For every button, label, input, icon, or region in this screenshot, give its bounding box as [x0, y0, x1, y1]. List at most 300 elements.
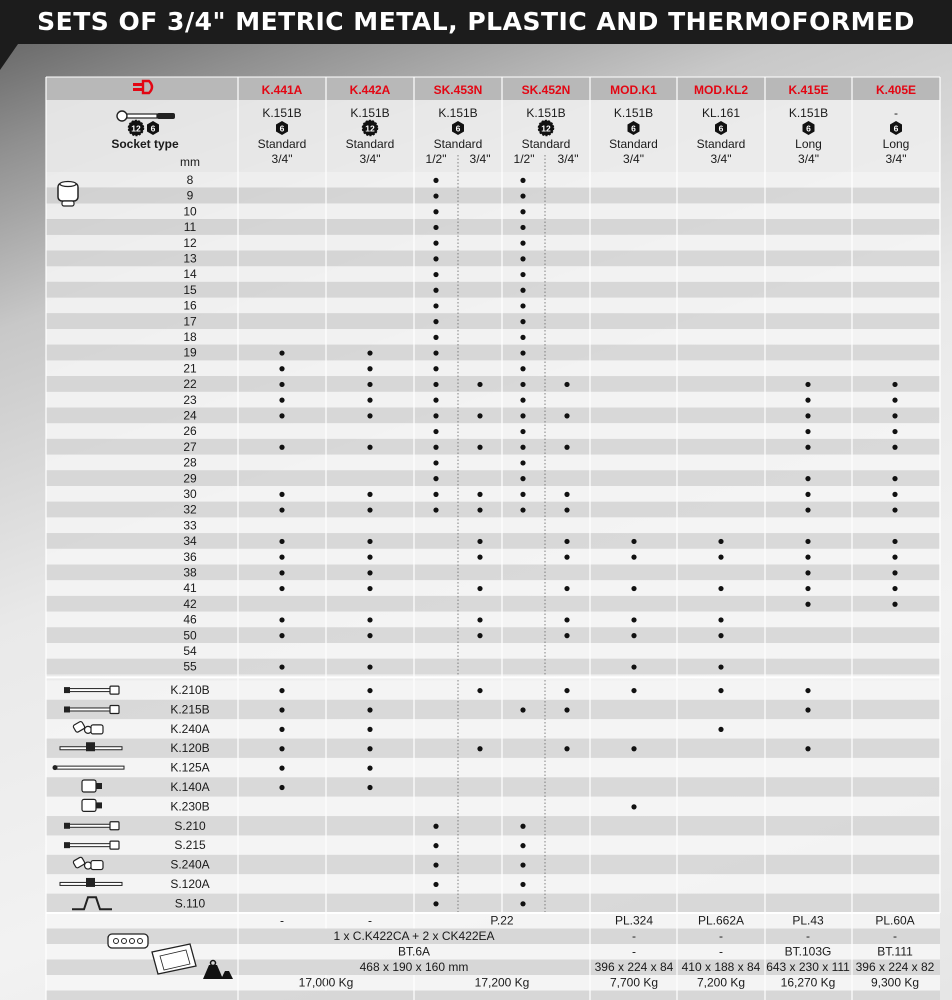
included-dot [367, 492, 372, 497]
included-dot [433, 256, 438, 261]
included-dot [892, 602, 897, 607]
included-dot [520, 413, 525, 418]
included-dot [520, 193, 525, 198]
included-dot [279, 664, 284, 669]
included-dot [279, 746, 284, 751]
included-dot [520, 843, 525, 848]
drive-size: 3/4" [359, 152, 381, 166]
included-dot [367, 398, 372, 403]
drive-badge-label: 6 [455, 123, 461, 134]
accessory-label: K.240A [170, 721, 210, 736]
included-dot [805, 539, 810, 544]
included-dot [367, 445, 372, 450]
included-dot [433, 350, 438, 355]
included-dot [279, 785, 284, 790]
included-dot [805, 413, 810, 418]
table-row [46, 643, 940, 659]
included-dot [279, 445, 284, 450]
included-dot [631, 804, 636, 809]
included-dot [520, 335, 525, 340]
socket-size-label: 46 [183, 612, 197, 627]
dimensions-label: 396 x 224 x 82 [855, 960, 935, 974]
included-dot [433, 460, 438, 465]
drive-badge-label: 6 [279, 123, 285, 134]
table-row [46, 266, 940, 282]
set-ratchet: K.151B [350, 106, 390, 120]
included-dot [279, 586, 284, 591]
included-dot [367, 688, 372, 693]
socket-size-label: 9 [186, 188, 194, 203]
included-dot [520, 507, 525, 512]
drive-badge-icon [363, 121, 378, 136]
included-dot [718, 586, 723, 591]
set-name: K.442A [349, 83, 391, 97]
table-row [46, 612, 940, 628]
socket-size-label: 17 [183, 314, 197, 329]
included-dot [564, 586, 569, 591]
insert-tray-label: PL.324 [614, 913, 654, 928]
included-dot [433, 335, 438, 340]
included-dot [520, 382, 525, 387]
included-dot [520, 398, 525, 403]
included-dot [520, 178, 525, 183]
table-row [46, 455, 940, 471]
drive-badge-label: 6 [631, 123, 636, 134]
included-dot [433, 882, 438, 887]
included-dot [367, 570, 372, 575]
included-dot [477, 492, 482, 497]
drive-size: 3/4" [798, 152, 819, 166]
included-dot [433, 476, 438, 481]
table-row [46, 251, 940, 267]
drive-badge-label: 6 [893, 123, 899, 134]
included-dot [433, 382, 438, 387]
included-dot [367, 727, 372, 732]
included-dot [477, 586, 482, 591]
socket-size-label: 13 [183, 251, 197, 266]
included-dot [892, 476, 897, 481]
accessory-label: S.240A [170, 857, 210, 872]
included-dot [718, 633, 723, 638]
table-row [46, 627, 940, 643]
included-dot [564, 382, 569, 387]
included-dot [805, 382, 810, 387]
included-dot [520, 256, 525, 261]
socket-size-label: 54 [183, 644, 197, 658]
table-row [46, 360, 940, 376]
socket-type: Standard [345, 137, 395, 151]
set-ratchet: K.151B [262, 106, 302, 120]
socket-type: Long [795, 137, 822, 151]
included-dot [564, 707, 569, 712]
socket-size-label: 32 [183, 502, 197, 517]
included-dot [805, 586, 810, 591]
table-row [46, 188, 940, 204]
included-dot [520, 366, 525, 371]
page-title: SETS OF 3/4" METRIC METAL, PLASTIC AND THERMOFORMED [37, 7, 915, 36]
included-dot [520, 476, 525, 481]
case-label: - [893, 929, 897, 943]
included-dot [520, 901, 525, 906]
included-dot [279, 413, 284, 418]
included-dot [631, 746, 636, 751]
socket-size-label: 33 [183, 518, 197, 533]
box-label: BT.103G [784, 944, 832, 959]
socket-size-label: 34 [183, 534, 197, 549]
drive-size: 3/4" [557, 152, 579, 166]
set-ratchet: KL.161 [701, 106, 741, 120]
socket-size-label: 36 [183, 549, 197, 564]
dimensions-label: 410 x 188 x 84 [681, 960, 761, 974]
set-ratchet: K.151B [613, 106, 654, 120]
included-dot [631, 664, 636, 669]
included-dot [433, 429, 438, 434]
table-row [46, 659, 940, 675]
socket-size-label: 10 [183, 204, 197, 219]
included-dot [564, 688, 569, 693]
included-dot [520, 288, 525, 293]
drive-badge-label: 6 [150, 123, 156, 134]
socket-size-label: 30 [183, 487, 197, 501]
socket-size-label: 11 [183, 220, 197, 235]
insert-tray-label: - [368, 913, 372, 928]
set-name: MOD.K1 [610, 83, 657, 97]
included-dot [433, 288, 438, 293]
weight-label: 17,000 Kg [298, 975, 354, 990]
included-dot [564, 617, 569, 622]
table-row [46, 329, 940, 345]
included-dot [631, 633, 636, 638]
table-row [46, 298, 940, 314]
included-dot [367, 664, 372, 669]
accessory-label: K.230B [170, 799, 210, 814]
socket-type: Long [882, 137, 910, 151]
socket-size-label: 29 [183, 471, 197, 486]
included-dot [805, 492, 810, 497]
included-dot [520, 319, 525, 324]
included-dot [433, 225, 438, 230]
included-dot [631, 688, 636, 693]
set-name: SK.453N [433, 83, 483, 97]
set-ratchet: K.151B [526, 106, 566, 120]
included-dot [279, 766, 284, 771]
included-dot [520, 862, 525, 867]
set-ratchet: K.151B [438, 106, 478, 120]
included-dot [892, 555, 897, 560]
drive-size: 3/4" [271, 152, 293, 166]
included-dot [279, 570, 284, 575]
included-dot [279, 350, 284, 355]
insert-tray-label: PL.60A [875, 913, 915, 928]
table-row [46, 203, 940, 219]
included-dot [367, 413, 372, 418]
included-dot [477, 555, 482, 560]
weight-label: 9,300 Kg [870, 975, 920, 990]
included-dot [520, 707, 525, 712]
accessory-label: K.120B [170, 741, 210, 756]
socket-size-label: 19 [183, 345, 197, 360]
included-dot [718, 688, 723, 693]
accessory-label: K.215B [170, 702, 210, 717]
included-dot [564, 555, 569, 560]
case-label: - [719, 929, 723, 943]
included-dot [805, 507, 810, 512]
set-name: K.415E [788, 83, 829, 97]
drive-badge-icon [539, 121, 554, 136]
dimensions-label: 396 x 224 x 84 [594, 960, 674, 974]
included-dot [631, 617, 636, 622]
included-dot [433, 178, 438, 183]
included-dot [520, 303, 525, 308]
included-dot [520, 209, 525, 214]
included-dot [279, 492, 284, 497]
set-name: K.441A [261, 83, 303, 97]
socket-size-label: 12 [183, 235, 197, 250]
included-dot [367, 586, 372, 591]
included-dot [367, 785, 372, 790]
included-dot [892, 413, 897, 418]
weight-label: 16,270 Kg [780, 975, 836, 990]
included-dot [805, 476, 810, 481]
included-dot [477, 382, 482, 387]
accessory-label: S.120A [170, 876, 210, 891]
included-dot [892, 382, 897, 387]
included-dot [892, 570, 897, 575]
included-dot [279, 398, 284, 403]
included-dot [892, 445, 897, 450]
included-dot [477, 445, 482, 450]
box-label: BT.111 [877, 944, 913, 959]
included-dot [718, 617, 723, 622]
socket-size-label: 41 [183, 581, 197, 596]
socket-type: Standard [257, 137, 307, 151]
box-label: BT.6A [397, 944, 431, 959]
socket-size-label: 14 [183, 267, 197, 282]
socket-size-label: 21 [183, 361, 197, 376]
included-dot [367, 633, 372, 638]
table-row [46, 517, 940, 533]
included-dot [718, 727, 723, 732]
included-dot [279, 727, 284, 732]
set-name: SK.452N [521, 83, 571, 97]
socket-size-label: 18 [183, 330, 197, 344]
included-dot [433, 303, 438, 308]
included-dot [477, 688, 482, 693]
weight-label: 7,700 Kg [609, 975, 659, 990]
included-dot [433, 398, 438, 403]
socket-size-label: 27 [183, 439, 197, 454]
included-dot [520, 241, 525, 246]
included-dot [805, 570, 810, 575]
weight-label: 7,200 Kg [696, 975, 746, 990]
included-dot [564, 746, 569, 751]
case-label: 1 x C.K422CA + 2 x CK422EA [333, 929, 495, 943]
included-dot [433, 193, 438, 198]
accessory-label: K.140A [170, 780, 210, 795]
set-ratchet: - [894, 106, 898, 120]
included-dot [279, 617, 284, 622]
drive-badge-label: 12 [365, 123, 375, 134]
included-dot [520, 429, 525, 434]
insert-tray-label: PL.662A [697, 913, 745, 928]
socket-size-label: 23 [183, 392, 197, 407]
included-dot [433, 272, 438, 277]
socket-size-label: 38 [183, 565, 197, 580]
included-dot [564, 633, 569, 638]
included-dot [631, 539, 636, 544]
included-dot [433, 492, 438, 497]
case-label: - [806, 929, 810, 943]
included-dot [433, 209, 438, 214]
included-dot [520, 445, 525, 450]
socket-size-label: 26 [183, 424, 197, 439]
table-row [46, 345, 940, 361]
drive-badge-label: 12 [541, 123, 551, 134]
included-dot [564, 492, 569, 497]
table-row [46, 235, 940, 251]
included-dot [433, 319, 438, 324]
weight-label: 17,200 Kg [474, 975, 530, 990]
included-dot [367, 366, 372, 371]
socket-size-label: 50 [183, 628, 197, 643]
included-dot [279, 507, 284, 512]
included-dot [367, 617, 372, 622]
included-dot [892, 539, 897, 544]
included-dot [805, 746, 810, 751]
included-dot [433, 241, 438, 246]
included-dot [279, 707, 284, 712]
set-name: MOD.KL2 [694, 83, 748, 97]
socket-size-label: 8 [186, 173, 194, 187]
footer-row [46, 991, 940, 1000]
mm-label: mm [180, 155, 200, 169]
included-dot [631, 555, 636, 560]
included-dot [805, 688, 810, 693]
drive-size: 1/2" [513, 152, 535, 166]
included-dot [520, 824, 525, 829]
included-dot [718, 664, 723, 669]
accessory-label: K.125A [170, 760, 210, 775]
table-row [46, 219, 940, 235]
socket-size-label: 22 [183, 377, 197, 392]
insert-tray-label: P.22 [490, 913, 514, 928]
drive-badge-label: 6 [806, 123, 811, 134]
included-dot [279, 382, 284, 387]
table-row [46, 282, 940, 298]
included-dot [805, 429, 810, 434]
included-dot [892, 507, 897, 512]
included-dot [564, 445, 569, 450]
included-dot [892, 586, 897, 591]
socket-type: Standard [609, 137, 658, 151]
included-dot [433, 862, 438, 867]
included-dot [520, 492, 525, 497]
drive-size: 3/4" [623, 152, 644, 166]
included-dot [477, 617, 482, 622]
included-dot [631, 586, 636, 591]
included-dot [718, 539, 723, 544]
drive-badge-label: 12 [131, 123, 141, 134]
included-dot [367, 707, 372, 712]
included-dot [805, 445, 810, 450]
dimensions-label: 643 x 230 x 111 [766, 960, 850, 974]
included-dot [279, 366, 284, 371]
drive-badge-label: 6 [718, 123, 724, 134]
included-dot [477, 746, 482, 751]
socket-size-label: 24 [183, 408, 197, 423]
drive-size: 3/4" [885, 152, 907, 166]
drive-size: 3/4" [710, 152, 732, 166]
included-dot [520, 225, 525, 230]
accessory-label: S.210 [174, 818, 206, 833]
set-name: K.405E [875, 83, 917, 97]
included-dot [477, 539, 482, 544]
socket-size-label: 55 [183, 659, 197, 674]
included-dot [805, 555, 810, 560]
socket-type-label: Socket type [111, 137, 179, 151]
included-dot [564, 507, 569, 512]
table-row [46, 172, 940, 188]
socket-type: Standard [521, 137, 571, 151]
included-dot [433, 843, 438, 848]
included-dot [433, 445, 438, 450]
included-dot [367, 766, 372, 771]
socket-size-label: 28 [183, 455, 197, 470]
drive-badge-12-icon [129, 121, 144, 136]
included-dot [564, 539, 569, 544]
insert-tray-label: PL.43 [792, 913, 824, 928]
included-dot [892, 492, 897, 497]
included-dot [367, 746, 372, 751]
case-label: - [632, 929, 636, 943]
included-dot [367, 539, 372, 544]
included-dot [520, 882, 525, 887]
included-dot [279, 688, 284, 693]
box-label: - [632, 944, 636, 959]
included-dot [477, 633, 482, 638]
socket-type: Standard [696, 137, 746, 151]
included-dot [433, 366, 438, 371]
included-dot [520, 272, 525, 277]
included-dot [520, 350, 525, 355]
included-dot [367, 507, 372, 512]
included-dot [805, 602, 810, 607]
socket-type: Standard [433, 137, 483, 151]
set-ratchet: K.151B [788, 106, 829, 120]
included-dot [564, 413, 569, 418]
included-dot [718, 555, 723, 560]
drive-size: 1/2" [425, 152, 447, 166]
accessory-label: K.210B [170, 683, 210, 698]
included-dot [477, 507, 482, 512]
drive-size: 3/4" [469, 152, 491, 166]
accessory-label: S.215 [174, 838, 206, 853]
included-dot [805, 398, 810, 403]
included-dot [477, 413, 482, 418]
socket-size-label: 16 [183, 298, 197, 313]
included-dot [279, 539, 284, 544]
included-dot [805, 707, 810, 712]
included-dot [520, 460, 525, 465]
accessory-label: S.110 [174, 896, 206, 911]
included-dot [367, 555, 372, 560]
socket-size-label: 42 [183, 596, 197, 611]
included-dot [433, 901, 438, 906]
socket-size-label: 15 [183, 282, 197, 297]
table-row [46, 313, 940, 329]
included-dot [433, 507, 438, 512]
sliding-bar-icon [53, 765, 125, 770]
